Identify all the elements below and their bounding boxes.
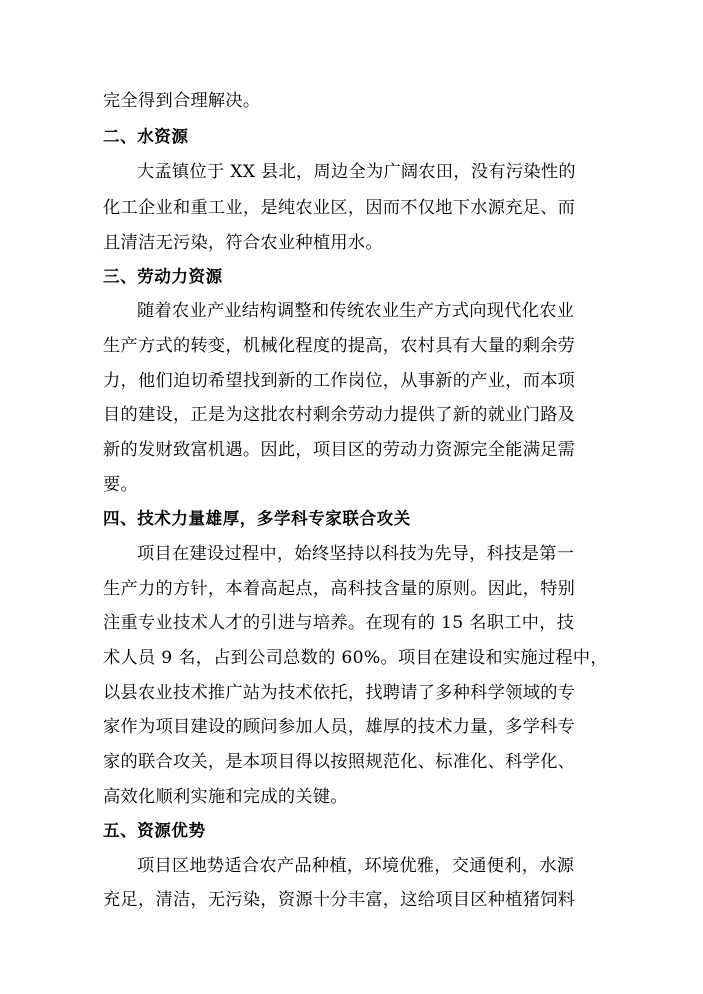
body-line: 项目区地势适合农产品种植，环境优雅，交通便利，水源 — [137, 856, 575, 876]
body-line: 要。 — [103, 475, 138, 495]
body-line: 注重专业技术人才的引进与培养。在现有的 15 名职工中，技 — [103, 613, 575, 633]
body-line: 力，他们迫切希望找到新的工作岗位，从事新的产业，而本项 — [103, 371, 576, 391]
body-line: 生产力的方针，本着高起点，高科技含量的原则。因此，特别 — [103, 579, 576, 599]
body-line: 化工企业和重工业，是纯农业区，因而不仅地下水源充足、而 — [103, 198, 576, 218]
body-line: 生产方式的转变，机械化程度的提高，农村具有大量的剩余劳 — [103, 336, 576, 356]
body-line: 以县农业技术推广站为技术依托，找聘请了多种科学领域的专 — [103, 683, 576, 703]
section-heading-resources: 五、资源优势 — [103, 821, 206, 840]
body-line: 项目在建设过程中，始终坚持以科技为先导，科技是第一 — [137, 544, 575, 564]
body-line: 充足，清洁，无污染，资源十分丰富，这给项目区种植猪饲料 — [103, 890, 576, 910]
body-line: 目的建设，正是为这批农村剩余劳动力提供了新的就业门路及 — [103, 405, 576, 425]
body-line: 随着农业产业结构调整和传统农业生产方式向现代化农业 — [137, 301, 575, 321]
body-line: 大孟镇位于 XX 县北，周边全为广阔农田，没有污染性的 — [137, 162, 576, 182]
body-line: 家作为项目建设的顾问参加人员，雄厚的技术力量，多学科专 — [103, 717, 576, 737]
body-line: 高效化顺利实施和完成的关键。 — [103, 787, 348, 807]
body-line: 新的发财致富机遇。因此，项目区的劳动力资源完全能满足需 — [103, 440, 576, 460]
section-heading-technology: 四、技术力量雄厚，多学科专家联合攻关 — [103, 509, 411, 528]
body-line: 家的联合攻关，是本项目得以按照规范化、标准化、科学化、 — [103, 752, 576, 772]
body-line: 且清洁无污染，符合农业种植用水。 — [103, 233, 383, 253]
body-line: 完全得到合理解决。 — [103, 91, 261, 111]
body-line: 术人员 9 名，占到公司总数的 60%。项目在建设和实施过程中， — [103, 648, 608, 668]
section-heading-labor: 三、劳动力资源 — [103, 267, 223, 286]
section-heading-water: 二、水资源 — [103, 127, 189, 146]
